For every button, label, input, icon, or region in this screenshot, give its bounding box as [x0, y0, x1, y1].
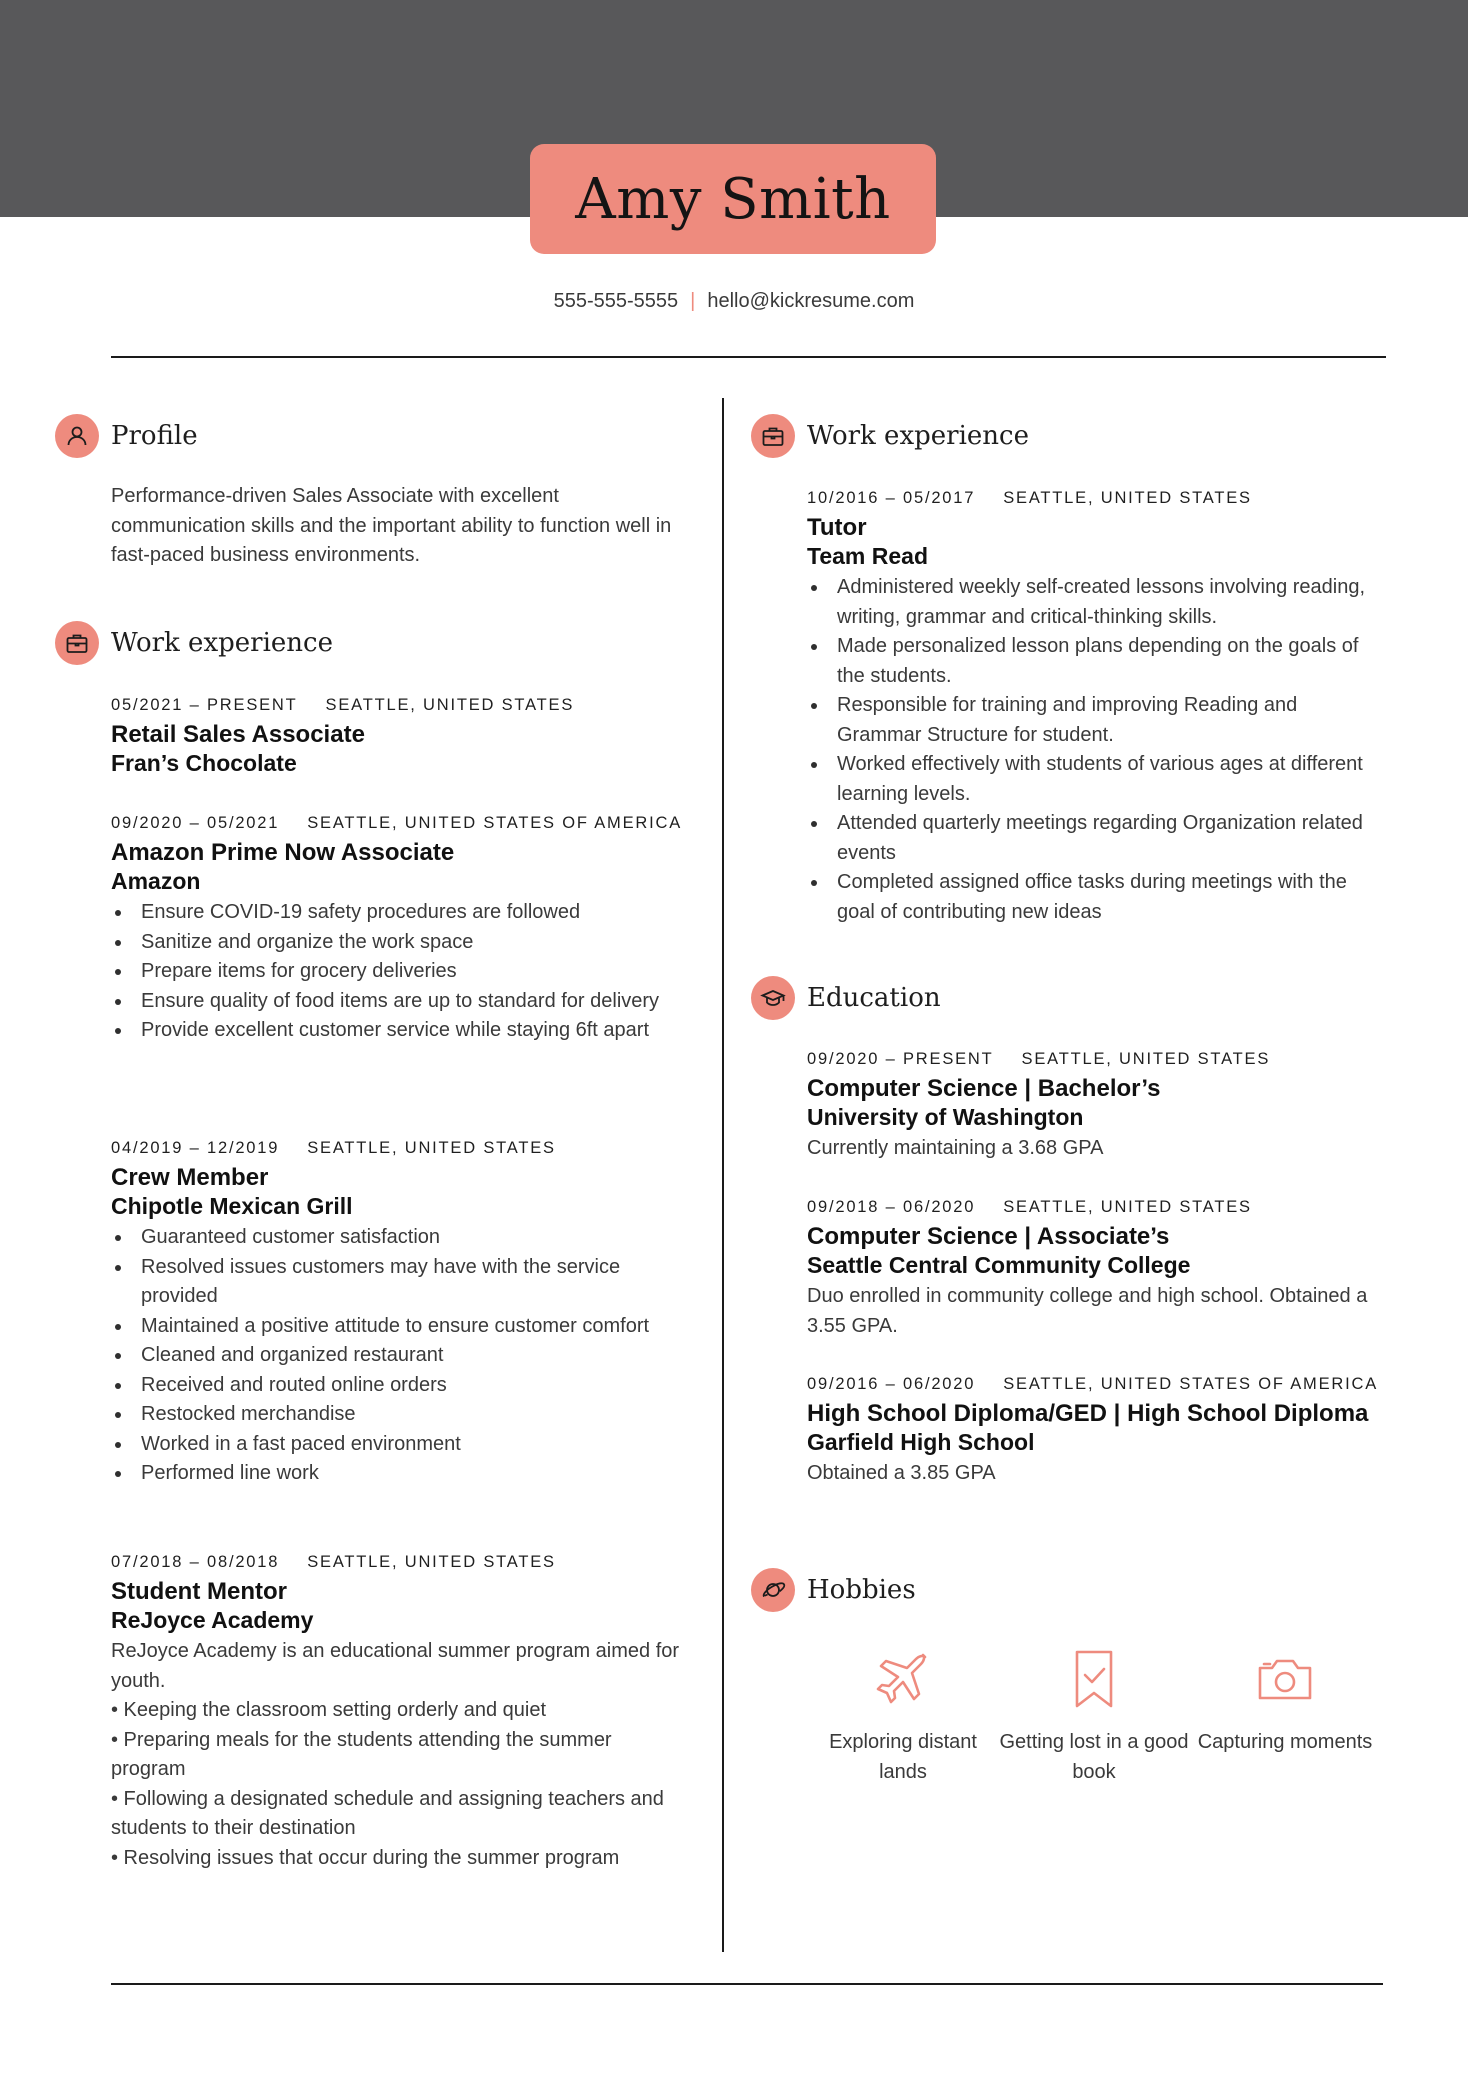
education-dates: 09/2020 – PRESENT	[807, 1050, 994, 1068]
education-meta	[807, 1047, 1387, 1071]
education-dates: 09/2016 – 06/2020	[807, 1375, 976, 1393]
education-school: Garfield High School	[807, 1429, 1035, 1455]
job-meta	[111, 811, 701, 835]
work-left-section-header	[55, 621, 333, 665]
hobby-item	[808, 1648, 998, 1787]
person-icon	[55, 414, 99, 458]
education-degree: High School Diploma/GED | High School Diploma	[807, 1400, 1369, 1427]
job-dates: 05/2021 – PRESENT	[111, 696, 298, 714]
job-bullets	[111, 898, 671, 1046]
job-role: Amazon Prime Now Associate	[111, 839, 455, 866]
list-item: Ensure quality of food items are up to standard for delivery	[111, 987, 671, 1017]
education-school: Seattle Central Community College	[807, 1252, 1191, 1278]
education-location: SEATTLE, UNITED STATES	[1003, 1198, 1252, 1216]
job-bullets	[111, 1223, 671, 1489]
education-entry	[807, 1372, 1377, 1489]
job-entry	[111, 693, 701, 777]
education-entry	[807, 1195, 1377, 1341]
job-entry	[111, 1550, 701, 1873]
list-item: Attended quarterly meetings regarding Organization related events	[807, 809, 1385, 868]
job-role: Tutor	[807, 514, 867, 541]
list-item: Prepare items for grocery deliveries	[111, 957, 671, 987]
job-location: SEATTLE, UNITED STATES OF AMERICA	[307, 814, 683, 832]
education-school: University of Washington	[807, 1104, 1084, 1130]
education-note: Duo enrolled in community college and high school. Obtained a 3.55 GPA.	[807, 1285, 1368, 1337]
hobby-label: Capturing moments	[1197, 1731, 1373, 1753]
job-entry	[111, 1136, 701, 1489]
profile-section-header	[55, 414, 198, 458]
job-entry	[807, 486, 1387, 927]
profile-title: Profile	[111, 421, 198, 451]
job-dates: 10/2016 – 05/2017	[807, 489, 976, 507]
work-left-title: Work experience	[111, 628, 333, 658]
briefcase-icon	[55, 621, 99, 665]
hobbies-section-header	[751, 1568, 916, 1612]
job-meta	[111, 693, 701, 717]
job-location: SEATTLE, UNITED STATES	[325, 696, 575, 714]
job-org: Fran’s Chocolate	[111, 750, 297, 776]
list-item: Maintained a positive attitude to ensure customer comfort	[111, 1312, 671, 1342]
airplane-icon	[872, 1648, 934, 1710]
education-entry	[807, 1047, 1387, 1164]
job-meta	[111, 1550, 701, 1574]
bottom-rule	[111, 1983, 1383, 1985]
name-plate	[530, 144, 936, 254]
top-rule	[111, 356, 1386, 358]
job-role: Student Mentor	[111, 1578, 287, 1605]
education-degree: Computer Science | Associate’s	[807, 1223, 1170, 1250]
job-meta	[807, 486, 1387, 510]
candidate-name: Amy Smith	[575, 166, 891, 232]
list-item: Restocked merchandise	[111, 1400, 671, 1430]
list-item: Sanitize and organize the work space	[111, 928, 671, 958]
list-item: Performed line work	[111, 1459, 671, 1489]
description-line: • Following a designated schedule and assigning teachers and students to their destination	[111, 1787, 664, 1839]
description-line: • Resolving issues that occur during the summer program	[111, 1846, 620, 1869]
planet-icon	[751, 1568, 795, 1612]
job-entry	[111, 811, 701, 1046]
description-line: • Keeping the classroom setting orderly and quiet	[111, 1699, 547, 1721]
education-note: Currently maintaining a 3.68 GPA	[807, 1137, 1104, 1159]
bookmark-icon	[1063, 1648, 1125, 1710]
job-location: SEATTLE, UNITED STATES	[307, 1553, 556, 1571]
email-address: hello@kickresume.com	[707, 290, 915, 312]
hobby-label: Getting lost in a good book	[999, 1731, 1189, 1783]
work-right-section-header	[751, 414, 1029, 458]
list-item: Responsible for training and improving Reading and Grammar Structure for student.	[807, 691, 1385, 750]
job-location: SEATTLE, UNITED STATES	[307, 1139, 556, 1157]
list-item: Completed assigned office tasks during meetings with the goal of contributing new ideas	[807, 868, 1385, 927]
job-org: Chipotle Mexican Grill	[111, 1193, 353, 1219]
job-bullets	[807, 573, 1385, 927]
job-org: Team Read	[807, 543, 929, 569]
list-item: Provide excellent customer service while staying 6ft apart	[111, 1016, 671, 1046]
education-title: Education	[807, 983, 941, 1013]
job-org: Amazon	[111, 868, 201, 894]
job-dates: 07/2018 – 08/2018	[111, 1553, 280, 1571]
briefcase-icon	[751, 414, 795, 458]
column-divider	[722, 398, 724, 1952]
education-dates: 09/2018 – 06/2020	[807, 1198, 976, 1216]
graduation-cap-icon	[751, 976, 795, 1020]
education-location: SEATTLE, UNITED STATES	[1021, 1050, 1271, 1068]
education-degree: Computer Science | Bachelor’s	[807, 1075, 1161, 1102]
list-item: Worked effectively with students of various ages at different learning levels.	[807, 750, 1385, 809]
education-note: Obtained a 3.85 GPA	[807, 1462, 996, 1484]
description-line: • Preparing meals for the students attending the summer program	[111, 1728, 612, 1780]
job-dates: 04/2019 – 12/2019	[111, 1139, 280, 1157]
description-line: ReJoyce Academy is an educational summer program aimed for youth.	[111, 1640, 680, 1692]
hobbies-title: Hobbies	[807, 1575, 916, 1605]
work-right-title: Work experience	[807, 421, 1029, 451]
job-dates: 09/2020 – 05/2021	[111, 814, 280, 832]
camera-icon	[1254, 1648, 1316, 1710]
education-location: SEATTLE, UNITED STATES OF AMERICA	[1003, 1375, 1379, 1393]
list-item: Guaranteed customer satisfaction	[111, 1223, 671, 1253]
job-org: ReJoyce Academy	[111, 1607, 314, 1633]
hobby-item	[999, 1648, 1189, 1787]
contact-line	[0, 290, 1468, 313]
list-item: Cleaned and organized restaurant	[111, 1341, 671, 1371]
hobby-label: Exploring distant lands	[829, 1731, 977, 1783]
list-item: Worked in a fast paced environment	[111, 1430, 671, 1460]
list-item: Received and routed online orders	[111, 1371, 671, 1401]
job-meta	[111, 1136, 701, 1160]
list-item: Resolved issues customers may have with the service provided	[111, 1253, 671, 1312]
list-item: Administered weekly self-created lessons involving reading, writing, grammar and critical-thinking skills.	[807, 573, 1385, 632]
job-location: SEATTLE, UNITED STATES	[1003, 489, 1252, 507]
education-meta	[807, 1195, 1377, 1219]
education-meta	[807, 1372, 1377, 1396]
profile-summary: Performance-driven Sales Associate with excellent communication skills and the important ability to function well in fast-paced business environments.	[111, 485, 672, 566]
hobby-item	[1190, 1648, 1380, 1758]
job-description	[111, 1637, 691, 1873]
job-role: Crew Member	[111, 1164, 269, 1191]
list-item: Made personalized lesson plans depending on the goals of the students.	[807, 632, 1385, 691]
job-role: Retail Sales Associate	[111, 721, 365, 748]
contact-separator: |	[690, 290, 696, 312]
list-item: Ensure COVID-19 safety procedures are followed	[111, 898, 671, 928]
education-section-header	[751, 976, 941, 1020]
phone-number: 555-555-5555	[553, 290, 679, 312]
